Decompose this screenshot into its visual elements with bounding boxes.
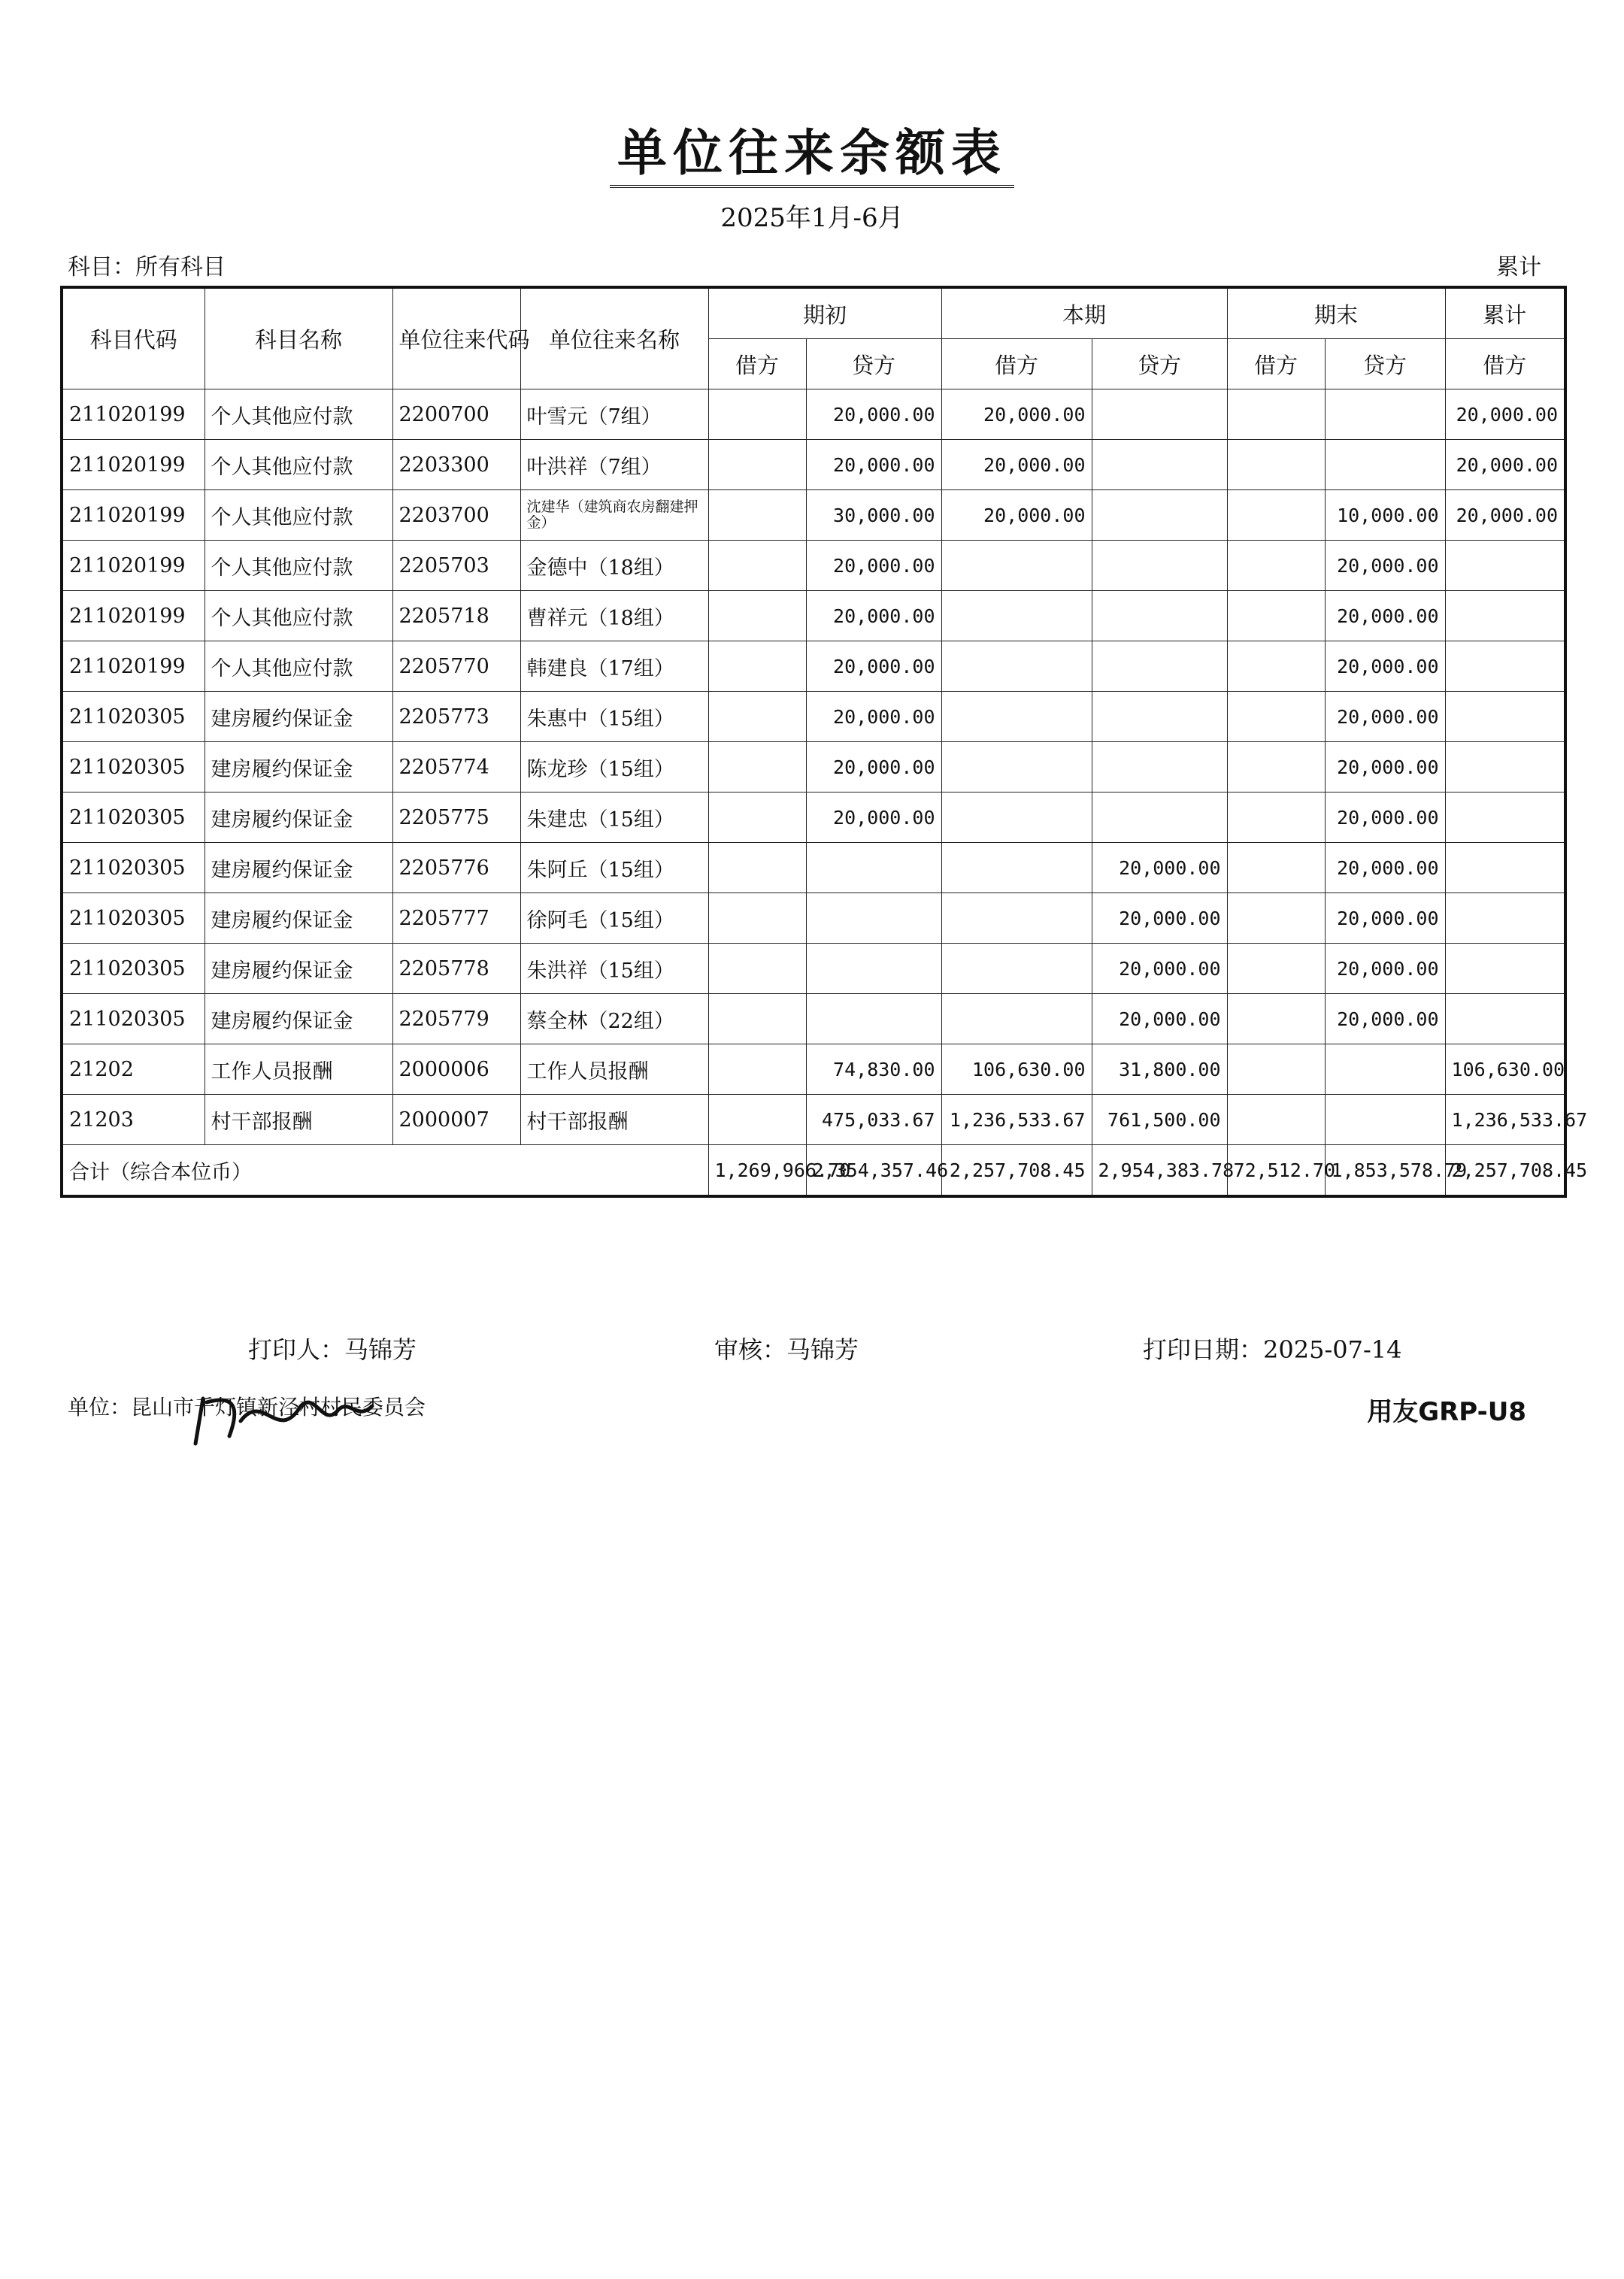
cell-open-debit bbox=[708, 1095, 806, 1145]
cell-unit-name: 叶洪祥（7组） bbox=[520, 440, 708, 490]
cell-open-credit: 20,000.00 bbox=[806, 541, 941, 591]
cell-cur-debit bbox=[941, 541, 1092, 591]
cell-cur-credit bbox=[1092, 541, 1227, 591]
cell-close-debit bbox=[1227, 1095, 1325, 1145]
cell-open-debit bbox=[708, 944, 806, 994]
cell-unit-code: 2205778 bbox=[392, 944, 520, 994]
cell-close-debit bbox=[1227, 843, 1325, 893]
cell-unit-name: 叶雪元（7组） bbox=[520, 389, 708, 440]
report-title: 单位往来余额表 bbox=[0, 113, 1624, 184]
cell-subject-code: 211020305 bbox=[62, 792, 205, 843]
print-date-value: 2025-07-14 bbox=[1263, 1335, 1402, 1364]
cell-cum-debit: 1,236,533.67 bbox=[1445, 1095, 1565, 1145]
printer-info bbox=[248, 1331, 417, 1365]
cell-close-debit bbox=[1227, 440, 1325, 490]
header-open-credit: 贷方 bbox=[806, 339, 941, 389]
cell-close-credit: 20,000.00 bbox=[1325, 591, 1445, 641]
cell-unit-name: 蔡全林（22组） bbox=[520, 994, 708, 1044]
cell-cum-debit bbox=[1445, 641, 1565, 692]
cell-subject-name: 建房履约保证金 bbox=[205, 843, 392, 893]
cell-open-debit bbox=[708, 792, 806, 843]
cell-subject-name: 工作人员报酬 bbox=[205, 1044, 392, 1095]
cell-open-credit bbox=[806, 944, 941, 994]
table-row bbox=[62, 641, 1565, 692]
cell-cur-debit bbox=[941, 742, 1092, 792]
cell-open-credit: 20,000.00 bbox=[806, 641, 941, 692]
unit-info bbox=[68, 1391, 426, 1421]
cell-cur-credit bbox=[1092, 792, 1227, 843]
cell-cur-credit: 31,800.00 bbox=[1092, 1044, 1227, 1095]
cell-cur-debit bbox=[941, 893, 1092, 944]
total-cur-credit: 2,954,383.78 bbox=[1092, 1145, 1227, 1197]
cell-cur-credit: 20,000.00 bbox=[1092, 843, 1227, 893]
cell-cur-debit bbox=[941, 843, 1092, 893]
cell-unit-name: 金德中（18组） bbox=[520, 541, 708, 591]
cell-open-debit bbox=[708, 692, 806, 742]
cell-close-debit bbox=[1227, 893, 1325, 944]
cell-open-credit: 30,000.00 bbox=[806, 490, 941, 541]
header-unit-name: 单位往来名称 bbox=[520, 287, 708, 389]
table-row bbox=[62, 792, 1565, 843]
cell-subject-code: 211020199 bbox=[62, 440, 205, 490]
cell-cur-credit bbox=[1092, 742, 1227, 792]
cell-open-debit bbox=[708, 440, 806, 490]
cell-close-debit bbox=[1227, 1044, 1325, 1095]
cell-subject-name: 建房履约保证金 bbox=[205, 994, 392, 1044]
cumulative-label: 累计 bbox=[1496, 254, 1541, 280]
total-open-debit: 1,269,966.70 bbox=[708, 1145, 806, 1197]
cell-cur-debit bbox=[941, 994, 1092, 1044]
table-body bbox=[62, 389, 1588, 1145]
cell-cur-debit bbox=[941, 692, 1092, 742]
cell-unit-code: 2205779 bbox=[392, 994, 520, 1044]
total-close-credit: 1,853,578.79 bbox=[1325, 1145, 1445, 1197]
cell-cum-debit bbox=[1445, 692, 1565, 742]
cell-close-debit bbox=[1227, 692, 1325, 742]
header-close-credit: 贷方 bbox=[1325, 339, 1445, 389]
cell-subject-code: 211020305 bbox=[62, 692, 205, 742]
cell-close-credit: 10,000.00 bbox=[1325, 490, 1445, 541]
cell-close-debit bbox=[1227, 389, 1325, 440]
cell-close-credit bbox=[1325, 440, 1445, 490]
cell-unit-code: 2205775 bbox=[392, 792, 520, 843]
cell-open-credit: 20,000.00 bbox=[806, 389, 941, 440]
cell-unit-name: 工作人员报酬 bbox=[520, 1044, 708, 1095]
cell-cur-credit: 20,000.00 bbox=[1092, 893, 1227, 944]
cell-subject-code: 211020199 bbox=[62, 541, 205, 591]
cell-subject-name: 个人其他应付款 bbox=[205, 490, 392, 541]
cell-unit-code: 2000006 bbox=[392, 1044, 520, 1095]
total-label: 合计（综合本位币） bbox=[62, 1145, 708, 1197]
cell-open-debit bbox=[708, 843, 806, 893]
cell-cur-debit: 1,236,533.67 bbox=[941, 1095, 1092, 1145]
cell-subject-name: 村干部报酬 bbox=[205, 1095, 392, 1145]
table-row bbox=[62, 843, 1565, 893]
report-period: 2025年1月-6月 bbox=[720, 203, 904, 233]
cell-cur-debit bbox=[941, 591, 1092, 641]
cell-close-credit: 20,000.00 bbox=[1325, 692, 1445, 742]
cell-subject-code: 211020199 bbox=[62, 490, 205, 541]
cell-cur-debit: 106,630.00 bbox=[941, 1044, 1092, 1095]
cell-subject-code: 211020305 bbox=[62, 944, 205, 994]
cell-open-debit bbox=[708, 641, 806, 692]
print-date-label: 打印日期： bbox=[1143, 1335, 1264, 1364]
cell-close-debit bbox=[1227, 541, 1325, 591]
total-cur-debit: 2,257,708.45 bbox=[941, 1145, 1092, 1197]
cell-close-credit bbox=[1325, 1044, 1445, 1095]
cell-subject-code: 211020305 bbox=[62, 893, 205, 944]
header-cur-credit: 贷方 bbox=[1092, 339, 1227, 389]
cell-close-credit: 20,000.00 bbox=[1325, 641, 1445, 692]
cell-unit-code: 2205770 bbox=[392, 641, 520, 692]
cell-subject-name: 建房履约保证金 bbox=[205, 944, 392, 994]
unit-name: 昆山市千灯镇新泾村村民委员会 bbox=[131, 1395, 426, 1420]
table-row bbox=[62, 389, 1565, 440]
cell-close-debit bbox=[1227, 944, 1325, 994]
cell-cum-debit: 20,000.00 bbox=[1445, 490, 1565, 541]
cell-unit-code: 2205777 bbox=[392, 893, 520, 944]
cell-cur-credit bbox=[1092, 641, 1227, 692]
cell-unit-name: 朱建忠（15组） bbox=[520, 792, 708, 843]
auditor-info bbox=[714, 1331, 859, 1365]
cell-cum-debit: 20,000.00 bbox=[1445, 440, 1565, 490]
cell-subject-code: 211020305 bbox=[62, 994, 205, 1044]
cell-subject-code: 211020199 bbox=[62, 591, 205, 641]
cell-close-credit: 20,000.00 bbox=[1325, 541, 1445, 591]
table-row bbox=[62, 742, 1565, 792]
table-row bbox=[62, 440, 1565, 490]
header-subject-code: 科目代码 bbox=[62, 287, 205, 389]
cell-unit-name: 沈建华（建筑商农房翻建押金） bbox=[520, 490, 708, 541]
cell-subject-name: 建房履约保证金 bbox=[205, 692, 392, 742]
cell-subject-name: 个人其他应付款 bbox=[205, 541, 392, 591]
cell-close-credit: 20,000.00 bbox=[1325, 893, 1445, 944]
cell-unit-name: 朱惠中（15组） bbox=[520, 692, 708, 742]
table-row bbox=[62, 944, 1565, 994]
cell-unit-name: 朱洪祥（15组） bbox=[520, 944, 708, 994]
cell-unit-code: 2200700 bbox=[392, 389, 520, 440]
cell-cur-credit bbox=[1092, 490, 1227, 541]
cell-unit-name: 徐阿毛（15组） bbox=[520, 893, 708, 944]
cell-cur-debit: 20,000.00 bbox=[941, 389, 1092, 440]
cell-unit-code: 2203700 bbox=[392, 490, 520, 541]
cell-subject-name: 个人其他应付款 bbox=[205, 440, 392, 490]
auditor-label: 审核： bbox=[714, 1335, 787, 1364]
cell-open-debit bbox=[708, 541, 806, 591]
cell-cum-debit bbox=[1445, 742, 1565, 792]
cell-cur-debit bbox=[941, 641, 1092, 692]
cell-subject-name: 建房履约保证金 bbox=[205, 742, 392, 792]
cell-close-debit bbox=[1227, 742, 1325, 792]
subject-filter: 科目：所有科目 bbox=[68, 254, 226, 280]
cell-cur-debit bbox=[941, 944, 1092, 994]
cell-cur-credit bbox=[1092, 440, 1227, 490]
cell-subject-code: 211020305 bbox=[62, 843, 205, 893]
cell-open-debit bbox=[708, 490, 806, 541]
cell-close-credit: 20,000.00 bbox=[1325, 944, 1445, 994]
cell-subject-code: 211020199 bbox=[62, 389, 205, 440]
cell-subject-name: 个人其他应付款 bbox=[205, 389, 392, 440]
cell-open-debit bbox=[708, 742, 806, 792]
cell-subject-code: 21202 bbox=[62, 1044, 205, 1095]
cell-open-credit bbox=[806, 893, 941, 944]
cell-cum-debit bbox=[1445, 893, 1565, 944]
cell-subject-name: 建房履约保证金 bbox=[205, 792, 392, 843]
print-date-info bbox=[1143, 1331, 1402, 1365]
header-close-debit: 借方 bbox=[1227, 339, 1325, 389]
cell-close-debit bbox=[1227, 641, 1325, 692]
cell-unit-name: 村干部报酬 bbox=[520, 1095, 708, 1145]
header-closing: 期末 bbox=[1227, 287, 1445, 339]
cell-open-debit bbox=[708, 893, 806, 944]
cell-close-debit bbox=[1227, 591, 1325, 641]
header-opening: 期初 bbox=[708, 287, 941, 339]
cell-subject-code: 211020305 bbox=[62, 742, 205, 792]
cell-subject-code: 21203 bbox=[62, 1095, 205, 1145]
table-row bbox=[62, 893, 1565, 944]
header-cumulative: 累计 bbox=[1445, 287, 1565, 339]
cell-unit-code: 2203300 bbox=[392, 440, 520, 490]
printer-label: 打印人： bbox=[248, 1335, 345, 1364]
cell-open-credit: 20,000.00 bbox=[806, 742, 941, 792]
cell-close-credit bbox=[1325, 1095, 1445, 1145]
cell-close-credit: 20,000.00 bbox=[1325, 742, 1445, 792]
cell-cur-credit bbox=[1092, 591, 1227, 641]
header-cum-debit: 借方 bbox=[1445, 339, 1565, 389]
balance-table-wrapper bbox=[60, 286, 1588, 1198]
cell-close-debit bbox=[1227, 792, 1325, 843]
cell-open-debit bbox=[708, 994, 806, 1044]
cell-cum-debit: 106,630.00 bbox=[1445, 1044, 1565, 1095]
cell-close-debit bbox=[1227, 490, 1325, 541]
cell-unit-name: 陈龙珍（15组） bbox=[520, 742, 708, 792]
cell-close-credit bbox=[1325, 389, 1445, 440]
table-row bbox=[62, 591, 1565, 641]
header-open-debit: 借方 bbox=[708, 339, 806, 389]
balance-table bbox=[60, 286, 1588, 1198]
cell-unit-code: 2205774 bbox=[392, 742, 520, 792]
cell-open-credit: 20,000.00 bbox=[806, 440, 941, 490]
cell-open-debit bbox=[708, 591, 806, 641]
table-row bbox=[62, 1095, 1565, 1145]
header-unit-code: 单位往来代码 bbox=[392, 287, 520, 389]
cell-close-debit bbox=[1227, 994, 1325, 1044]
cell-subject-code: 211020199 bbox=[62, 641, 205, 692]
cell-cur-credit bbox=[1092, 389, 1227, 440]
printer-name: 马锦芳 bbox=[344, 1335, 417, 1364]
brand-logo: 用友GRP-U8 bbox=[1367, 1397, 1526, 1427]
cell-cur-debit: 20,000.00 bbox=[941, 490, 1092, 541]
cell-subject-name: 个人其他应付款 bbox=[205, 641, 392, 692]
cell-open-debit bbox=[708, 1044, 806, 1095]
cell-unit-code: 2205776 bbox=[392, 843, 520, 893]
cell-subject-name: 个人其他应付款 bbox=[205, 591, 392, 641]
cell-open-credit: 475,033.67 bbox=[806, 1095, 941, 1145]
table-row bbox=[62, 994, 1565, 1044]
cell-cur-debit bbox=[941, 792, 1092, 843]
unit-label: 单位： bbox=[68, 1395, 132, 1420]
cell-open-credit: 20,000.00 bbox=[806, 591, 941, 641]
cell-open-credit: 20,000.00 bbox=[806, 692, 941, 742]
total-open-credit: 2,354,357.46 bbox=[806, 1145, 941, 1197]
cell-subject-name: 建房履约保证金 bbox=[205, 893, 392, 944]
auditor-name: 马锦芳 bbox=[786, 1335, 859, 1364]
table-row bbox=[62, 490, 1565, 541]
cell-open-credit: 74,830.00 bbox=[806, 1044, 941, 1095]
cell-cur-credit: 20,000.00 bbox=[1092, 944, 1227, 994]
cell-cur-debit: 20,000.00 bbox=[941, 440, 1092, 490]
total-row bbox=[62, 1145, 1565, 1197]
cell-open-credit bbox=[806, 843, 941, 893]
cell-unit-name: 朱阿丘（15组） bbox=[520, 843, 708, 893]
cell-unit-code: 2205773 bbox=[392, 692, 520, 742]
table-row bbox=[62, 692, 1565, 742]
cell-unit-name: 曹祥元（18组） bbox=[520, 591, 708, 641]
cell-unit-name: 韩建良（17组） bbox=[520, 641, 708, 692]
table-row bbox=[62, 541, 1565, 591]
total-cum-debit: 2,257,708.45 bbox=[1445, 1145, 1565, 1197]
cell-cum-debit bbox=[1445, 541, 1565, 591]
header-current: 本期 bbox=[941, 287, 1227, 339]
cell-cum-debit: 20,000.00 bbox=[1445, 389, 1565, 440]
cell-unit-code: 2205718 bbox=[392, 591, 520, 641]
cell-close-credit: 20,000.00 bbox=[1325, 792, 1445, 843]
cell-cur-credit: 20,000.00 bbox=[1092, 994, 1227, 1044]
total-close-debit: 72,512.70 bbox=[1227, 1145, 1325, 1197]
cell-open-credit bbox=[806, 994, 941, 1044]
cell-open-credit: 20,000.00 bbox=[806, 792, 941, 843]
cell-open-debit bbox=[708, 389, 806, 440]
header-row-1 bbox=[62, 287, 1565, 339]
cell-cum-debit bbox=[1445, 944, 1565, 994]
cell-cum-debit bbox=[1445, 994, 1565, 1044]
table-row bbox=[62, 1044, 1565, 1095]
cell-close-credit: 20,000.00 bbox=[1325, 843, 1445, 893]
cell-cur-credit bbox=[1092, 692, 1227, 742]
cell-unit-code: 2000007 bbox=[392, 1095, 520, 1145]
cell-cum-debit bbox=[1445, 843, 1565, 893]
cell-unit-code: 2205703 bbox=[392, 541, 520, 591]
cell-cur-credit: 761,500.00 bbox=[1092, 1095, 1227, 1145]
cell-close-credit: 20,000.00 bbox=[1325, 994, 1445, 1044]
cell-cum-debit bbox=[1445, 792, 1565, 843]
header-subject-name: 科目名称 bbox=[205, 287, 392, 389]
cell-cum-debit bbox=[1445, 591, 1565, 641]
header-cur-debit: 借方 bbox=[941, 339, 1092, 389]
